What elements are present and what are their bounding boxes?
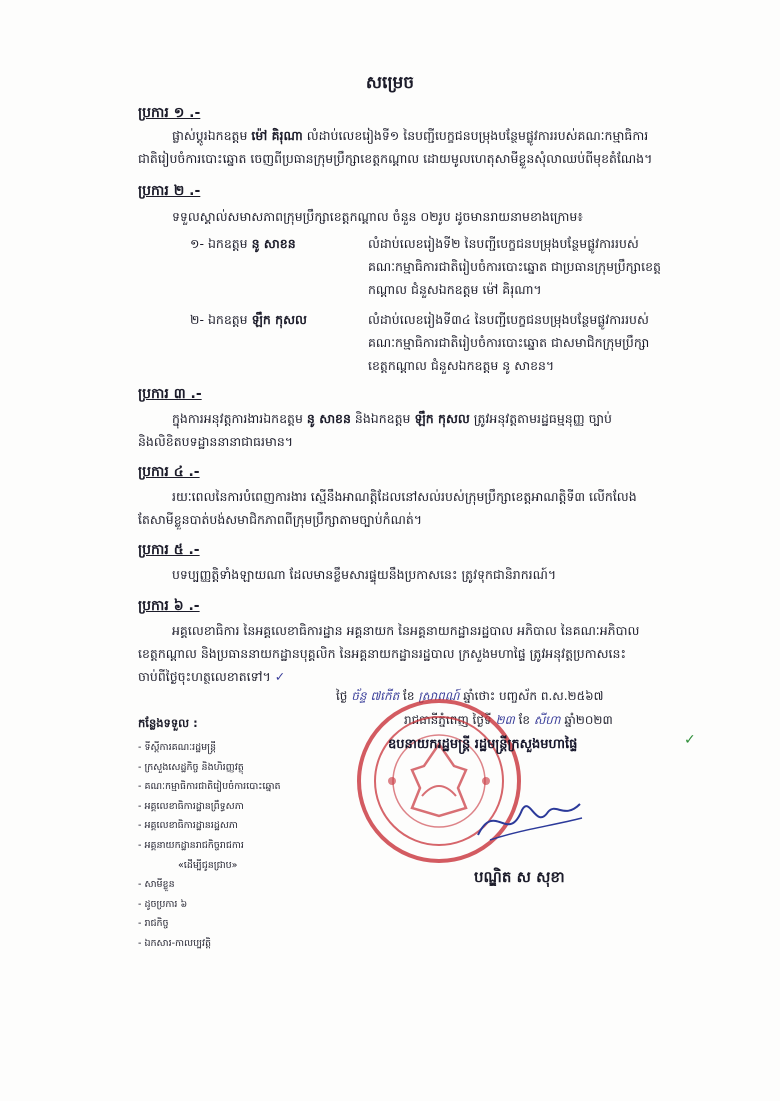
- recipient-item: - រាជកិច្ច: [138, 918, 169, 930]
- recipient-item: - អគ្គនាយកដ្ឋានរាជកិច្ចរាជការ: [138, 839, 244, 851]
- article-4-heading: ប្រការ ៤ .-: [138, 464, 200, 480]
- recipient-item: - អគ្គលេខាធិការដ្ឋានព្រឹទ្ធសភា: [138, 800, 244, 812]
- signer-name: បណ្ឌិត ស សុខា: [474, 868, 565, 886]
- member-1-number: ១- ឯកឧត្តម: [190, 236, 248, 251]
- lunar-month-label: ខែ: [403, 689, 415, 703]
- article-3-line-1: [172, 407, 612, 430]
- member-1-line-2: គណៈកម្មាធិការជាតិរៀបចំការបោះឆ្នោត ជាប្រធានក្រុមប្រឹក្សាខេត្ត: [368, 259, 661, 274]
- member-2-label: [190, 308, 307, 331]
- a3-mid: និងឯកឧត្តម: [354, 411, 411, 426]
- article-6-line-2: ខេត្តកណ្តាល និងប្រធាននាយកដ្ឋានបុគ្គលិក នៃអគ្គនាយកដ្ឋានរដ្ឋបាល ក្រសួងមហាផ្ទៃ ត្រូវអនុវត្តប្រកាសនេះ: [138, 646, 626, 661]
- member-1-name: នូ សាខន: [251, 236, 296, 251]
- a3-name-2: ឡឹក កុសល: [414, 411, 470, 426]
- article-3-line-2: និងលិខិតបទដ្ឋាននានាជាធរមាន។: [138, 434, 294, 449]
- article-5-heading: ប្រការ ៥ .-: [138, 542, 200, 558]
- recipient-item: - ទីស្តីការគណៈរដ្ឋមន្ត្រី: [138, 742, 217, 753]
- article-6-line-3: [138, 665, 285, 688]
- member-1-label: [190, 232, 296, 255]
- greg-day: ២៣: [495, 713, 515, 727]
- a3-name-1: នូ សាខន: [306, 411, 351, 426]
- recipient-item: - គណៈកម្មាធិការជាតិរៀបចំការបោះឆ្នោត: [138, 781, 281, 793]
- signature-icon: [470, 790, 590, 850]
- article-1-heading: ប្រការ ១ .-: [138, 105, 201, 121]
- document-title: សម្រេច: [365, 73, 415, 93]
- recipient-item: - សាមីខ្លួន: [138, 879, 175, 891]
- greg-month: សីហា: [533, 713, 561, 727]
- article-5-line-1: បទប្បញ្ញត្តិទាំងឡាយណា ដែលមានខ្លឹមសារផ្ទុយនឹងប្រកាសនេះ ត្រូវទុកជានិរាករណ៍។: [172, 567, 557, 582]
- article-2-heading: ប្រការ ២ .-: [138, 183, 201, 199]
- greg-month-label: ខែ: [518, 713, 531, 727]
- a6-closing: ចាប់ពីថ្ងៃចុះហត្ថលេខាតទៅ។: [138, 669, 271, 684]
- recipient-note: «ដើម្បីជូនជ្រាប»: [178, 859, 238, 871]
- member-2-line-2: គណៈកម្មាធិការជាតិរៀបចំការបោះឆ្នោត ជាសមាជិកក្រុមប្រឹក្សា: [368, 335, 650, 350]
- a3-suffix: ត្រូវអនុវត្តតាមរដ្ឋធម្មនុញ្ញ ច្បាប់: [473, 411, 612, 426]
- member-1-line-1: លំដាប់លេខរៀងទី២ នៃបញ្ជីបេក្ខជនបម្រុងបន្ថែមផ្លូវការរបស់: [368, 236, 639, 251]
- greg-prefix: រាជធានីភ្នំពេញ ថ្ងៃទី: [404, 713, 492, 727]
- recipients-list: [138, 738, 281, 954]
- lunar-day: ច័ន្ទ ៧កើត: [351, 689, 400, 703]
- article-1-line-2: ជាតិរៀបចំការបោះឆ្នោត ចេញពីប្រធានក្រុមប្រឹក្សាខេត្តកណ្តាល ដោយមូលហេតុសាមីខ្លួនសុំលាឈប់ពីមុខតំណែង។: [138, 151, 653, 166]
- article-4-line-2: តែសាមីខ្លួនបាត់បង់សមាជិកភាពពីក្រុមប្រឹក្សាតាមច្បាប់កំណត់។: [138, 512, 422, 527]
- article-4-line-1: រយៈពេលនៃការបំពេញការងារ ស្មើនឹងអាណត្តិដែលនៅសល់របស់ក្រុមប្រឹក្សាខេត្តអាណត្តិទី៣ លើកលែង: [172, 489, 637, 504]
- member-2-number: ២- ឯកឧត្តម: [190, 312, 248, 327]
- member-1-line-3: កណ្តាល ជំនួសឯកឧត្តម ម៉ៅ គិរុណា។: [368, 282, 542, 297]
- signer-title: ឧបនាយករដ្ឋមន្ត្រី រដ្ឋមន្ត្រីក្រសួងមហាផ្ទៃ: [388, 737, 578, 752]
- a1-suffix: លំដាប់លេខរៀងទី១ នៃបញ្ជីបេក្ខជនបម្រុងបន្ថែមផ្លូវការរបស់គណៈកម្មាធិការ: [306, 128, 649, 143]
- article-1-line-1: [172, 124, 648, 147]
- lunar-day-label: ថ្ងៃ: [336, 689, 348, 703]
- a3-prefix: ក្នុងការអនុវត្តការងារឯកឧត្តម: [172, 411, 303, 426]
- lunar-year: ឆ្នាំថោះ បញ្ចស័ក ព.ស.២៥៦៧: [463, 689, 604, 703]
- check-mark-icon: ✓: [274, 669, 286, 684]
- recipient-item: - ដូចប្រការ ៦: [138, 898, 188, 910]
- lunar-month: ស្រាពណ៍: [418, 689, 460, 703]
- member-2-line-1: លំដាប់លេខរៀងទី៣៤ នៃបញ្ជីបេក្ខជនបម្រុងបន្ថែមផ្លូវការរបស់: [368, 312, 649, 327]
- a1-prefix: ផ្លាស់ប្តូរឯកឧត្តម: [172, 128, 248, 143]
- article-3-heading: ប្រការ ៣ .-: [138, 386, 202, 402]
- recipient-item: - ក្រសួងសេដ្ឋកិច្ច និងហិរញ្ញវត្ថុ: [138, 761, 244, 773]
- article-6-heading: ប្រការ ៦ .-: [138, 598, 200, 614]
- recipient-item: - ឯកសារ-កាលប្បវត្តិ: [138, 937, 212, 949]
- member-2-name: ឡឹក កុសល: [251, 312, 307, 327]
- article-6-line-1: អគ្គលេខាធិការ នៃអគ្គលេខាធិការដ្ឋាន អគ្គនាយក នៃអគ្គនាយកដ្ឋានរដ្ឋបាល អភិបាល នៃគណៈអភិបាល: [172, 623, 640, 638]
- green-check-icon: ✓: [684, 732, 696, 748]
- recipient-item: - អគ្គលេខាធិការដ្ឋានរដ្ឋសភា: [138, 820, 238, 832]
- article-2-intro: ទទួលស្គាល់សមាសភាពក្រុមប្រឹក្សាខេត្តកណ្តាល ចំនួន ០២រូប ដូចមានរាយនាមខាងក្រោម៖: [172, 209, 583, 224]
- member-2-line-3: ខេត្តកណ្តាល ជំនួសឯកឧត្តម នូ សាខន។: [368, 358, 555, 373]
- recipients-title: កន្លែងទទួល :: [138, 716, 198, 730]
- greg-year: ឆ្នាំ២០២៣: [564, 713, 613, 727]
- a1-name: ម៉ៅ គិរុណា: [251, 128, 303, 143]
